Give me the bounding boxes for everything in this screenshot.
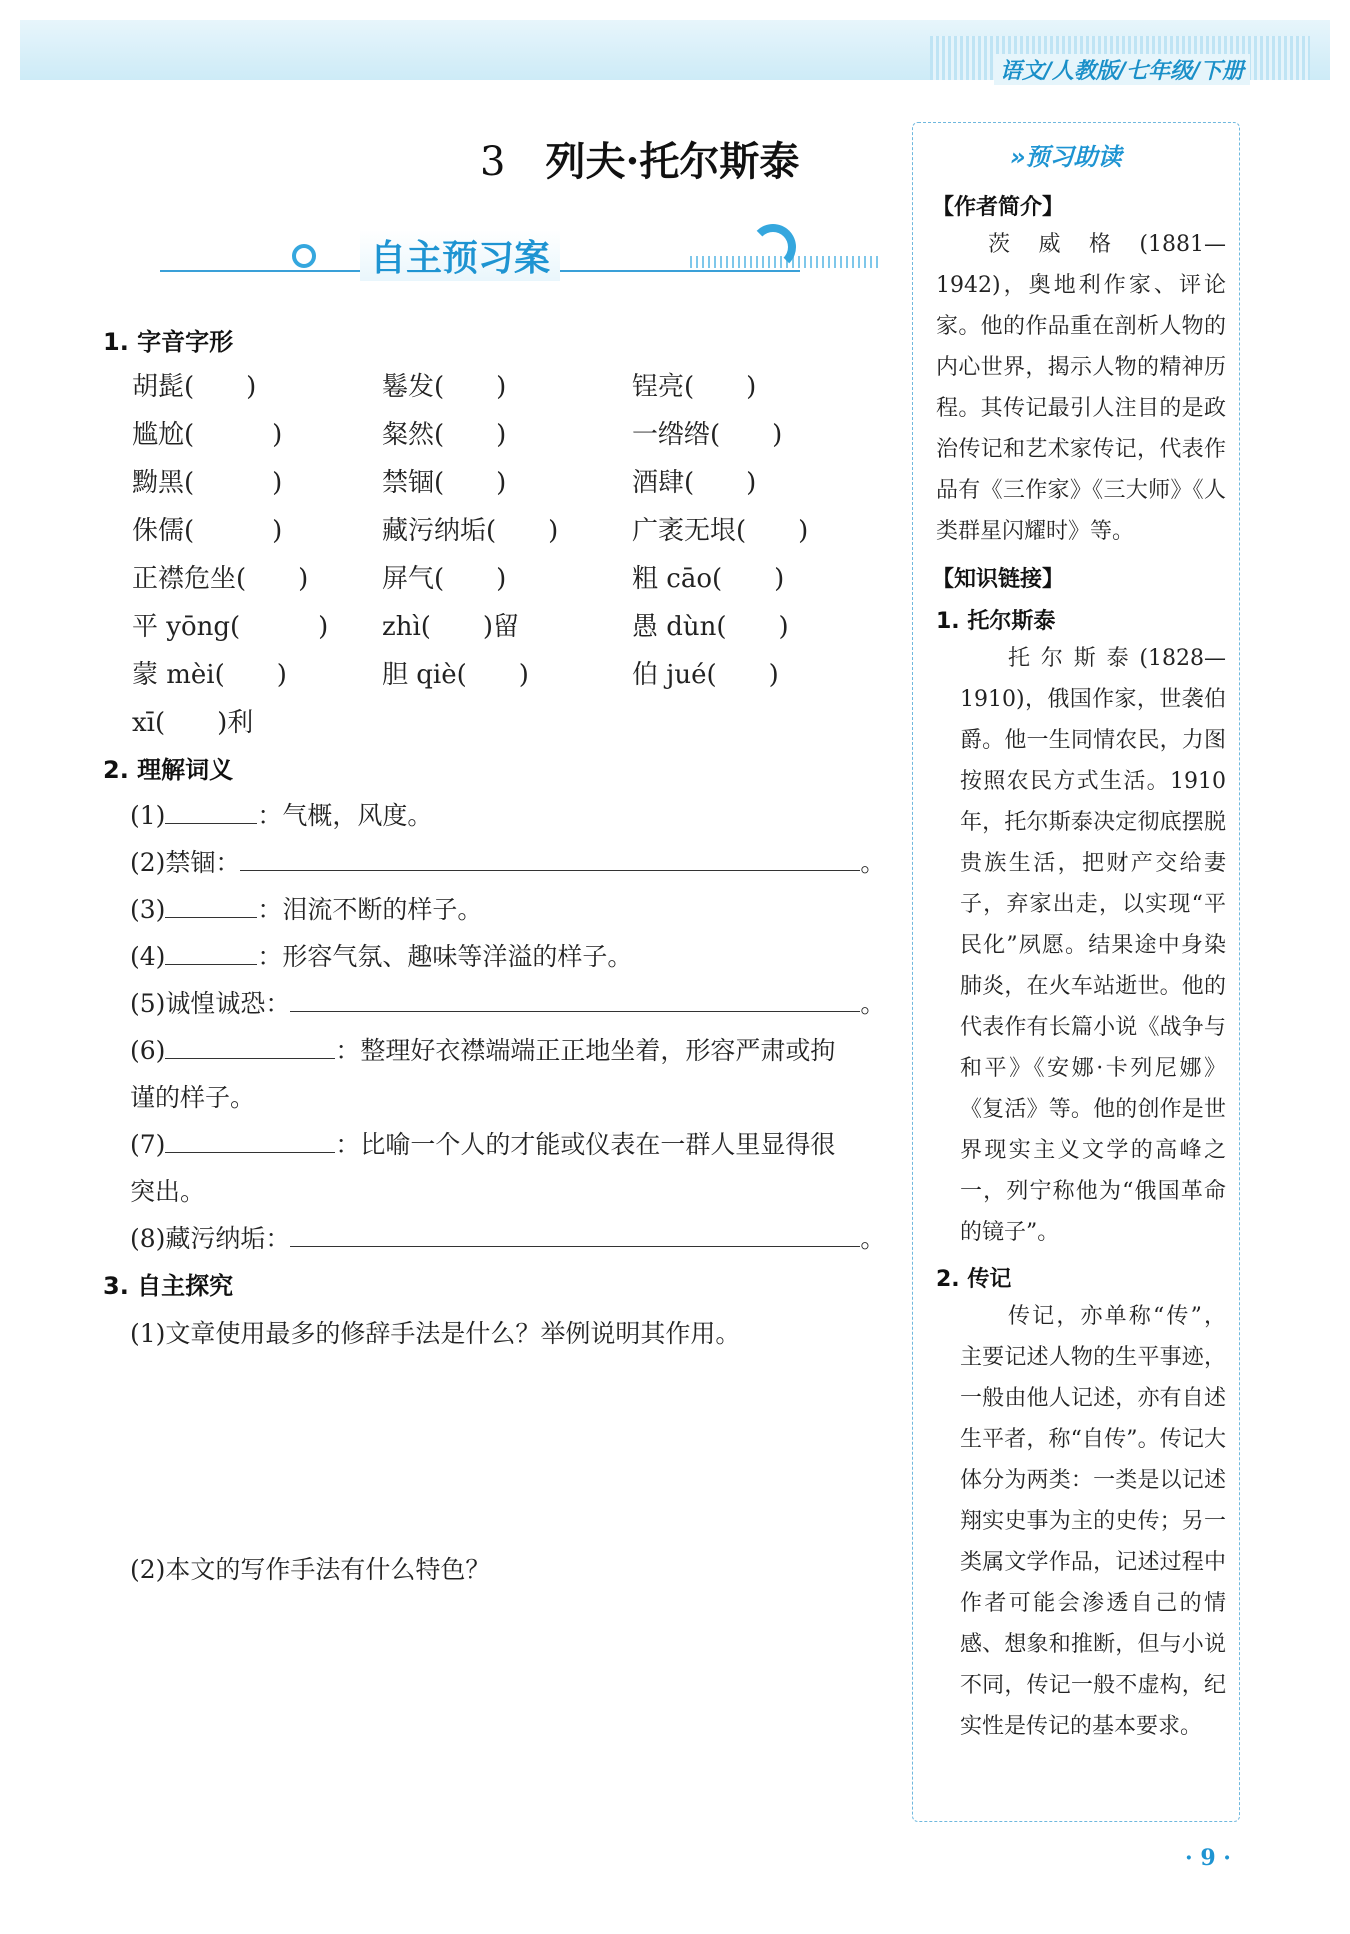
answer-blank[interactable] [165, 799, 257, 824]
definition-line: 谨的样子。 [130, 1083, 256, 1112]
vocab-item: 正襟危坐( ) [132, 564, 309, 594]
answer-blank[interactable] [165, 893, 257, 918]
definition-line [130, 1031, 835, 1067]
q3-sub1: (1)文章使用最多的修辞手法是什么？举例说明其作用。 [130, 1319, 741, 1348]
lesson-number: 3 [480, 139, 506, 185]
sidebar-heading [1010, 137, 1122, 172]
lesson-title: 列夫·托尔斯泰 [545, 138, 800, 185]
definition-line: 突出。 [130, 1177, 206, 1206]
vocab-item: 酒肆( ) [632, 468, 757, 498]
vocab-item: 禁锢( ) [382, 468, 507, 498]
vocab-item: 藏污纳垢( ) [382, 516, 559, 546]
vocab-item: 平 yōng( ) [132, 612, 329, 642]
answer-blank[interactable] [240, 846, 860, 871]
k1-title: 1. 托尔斯泰 [936, 609, 1056, 634]
page-title [480, 130, 799, 187]
def-prefix: (5)诚惶诚恐： [130, 989, 291, 1018]
vocab-item: 伯 jué( ) [632, 660, 779, 690]
def-suffix: ：形容气氛、趣味等洋溢的样子。 [257, 942, 633, 971]
author-tag: 【作者简介】 [932, 195, 1065, 220]
snail-icon [292, 244, 316, 268]
knowledge-tag: 【知识链接】 [932, 567, 1065, 592]
double-chevron-icon: » [1010, 143, 1026, 171]
def-prefix: (4) [130, 942, 166, 971]
vocab-item: 愚 dùn( ) [632, 612, 789, 642]
vocab-item: 胡髭( ) [132, 372, 257, 402]
definition-line [130, 843, 885, 879]
def-prefix: (2)禁锢： [130, 848, 241, 877]
def-prefix: (8)藏污纳垢： [130, 1224, 291, 1253]
def-prefix: (7) [130, 1130, 166, 1159]
vocab-item: 粲然( ) [382, 420, 507, 450]
answer-blank[interactable] [165, 1128, 335, 1153]
vocab-item: 屏气( ) [382, 564, 507, 594]
answer-blank[interactable] [165, 1034, 335, 1059]
vocab-item: 侏儒( ) [132, 516, 283, 546]
def-suffix: 。 [860, 848, 886, 877]
answer-blank[interactable] [165, 940, 257, 965]
q2-heading: 2. 理解词义 [103, 756, 234, 784]
header-label: 语文/人教版/七年级/下册 [994, 54, 1250, 85]
vocab-item: xī( )利 [132, 708, 254, 738]
vocab-item: 蒙 mèi( ) [132, 660, 287, 690]
q3-sub2: (2)本文的写作手法有什么特色？ [130, 1555, 491, 1584]
def-prefix: (1) [130, 801, 166, 830]
page-number: · 9 · [1185, 1845, 1231, 1871]
k2-text: 传记，亦单称“传”，主要记述人物的生平事迹，一般由他人记述，亦有自述生平者，称“自传”。传记大体分为两类：一类是以记述翔实史事为主的史传；另一类属文学作品，记述过程中作者可能会渗透自己的情感、想象和推断，但与小说不同，传记一般不虚构，纪实性是传记的基本要求。 [960, 1304, 1226, 1739]
def-suffix: 。 [860, 1224, 886, 1253]
arc-decoration-icon [750, 224, 796, 270]
definition-line [130, 984, 885, 1020]
definition-line [130, 796, 432, 832]
definition-line [130, 890, 482, 926]
section-banner [110, 230, 870, 280]
definition-line [130, 1219, 885, 1255]
k1-text: 托尔斯泰(1828—1910)，俄国作家，世袭伯爵。他一生同情农民，力图按照农民方式生活。1910年，托尔斯泰决定彻底摆脱贵族生活，把财产交给妻子，弃家出走，以实现“平民化”夙愿。结果途中身染肺炎，在火车站逝世。他的代表作有长篇小说《战争与和平》《安娜·卡列尼娜》《复活》等。他的创作是世界现实主义文学的高峰之一，列宁称他为“俄国革命的镜子”。 [960, 646, 1226, 1245]
author-text: 茨威格(1881—1942)，奥地利作家、评论家。他的作品重在剖析人物的内心世界，揭示人物的精神历程。其传记最引人注目的是政治传记和艺术家传记，代表作品有《三作家》《三大师》《人类群星闪耀时》等。 [936, 232, 1226, 544]
answer-blank[interactable] [290, 1222, 860, 1247]
vocab-item: 尴尬( ) [132, 420, 283, 450]
def-suffix: ：整理好衣襟端端正正地坐着，形容严肃或拘 [335, 1036, 836, 1065]
vocab-item: 鬈发( ) [382, 372, 507, 402]
definition-line [130, 937, 632, 973]
def-suffix: ：泪流不断的样子。 [257, 895, 483, 924]
section-title: 自主预习案 [360, 230, 560, 281]
vocab-item: 一绺绺( ) [632, 420, 783, 450]
vocab-item: 黝黑( ) [132, 468, 283, 498]
definition-line [130, 1125, 835, 1161]
answer-blank[interactable] [290, 987, 860, 1012]
def-suffix: 。 [860, 989, 886, 1018]
def-prefix: (6) [130, 1036, 166, 1065]
vocab-item: 广袤无垠( ) [632, 516, 809, 546]
k2-title: 2. 传记 [936, 1267, 1012, 1292]
sidebar-heading-text: 预习助读 [1025, 143, 1122, 171]
q3-heading: 3. 自主探究 [103, 1272, 234, 1300]
vocab-item: 胆 qiè( ) [382, 660, 529, 690]
q1-heading: 1. 字音字形 [103, 328, 234, 356]
def-suffix: ：比喻一个人的才能或仪表在一群人里显得很 [335, 1130, 836, 1159]
def-suffix: ：气概，风度。 [257, 801, 433, 830]
vocab-item: 粗 cāo( ) [632, 564, 785, 594]
vocab-item: 锃亮( ) [632, 372, 757, 402]
vocab-item: zhì( )留 [382, 612, 520, 642]
def-prefix: (3) [130, 895, 166, 924]
